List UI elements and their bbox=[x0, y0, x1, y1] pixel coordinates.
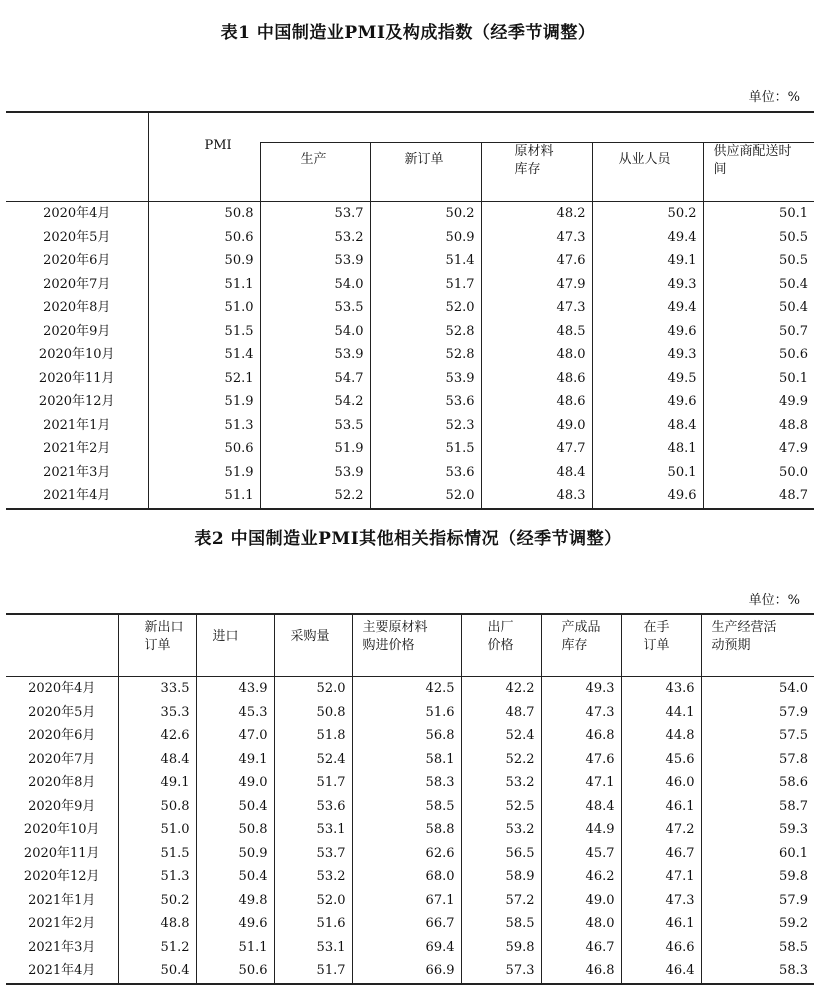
table2-cell: 46.4 bbox=[621, 959, 701, 984]
table2-cell: 49.1 bbox=[118, 771, 196, 795]
table1-cell: 50.6 bbox=[703, 343, 814, 367]
table1-row-month: 2020年5月 bbox=[43, 229, 111, 245]
table1-cell: 50.1 bbox=[592, 461, 703, 485]
table2-row-month: 2020年9月 bbox=[28, 798, 96, 814]
table2-cell: 58.5 bbox=[701, 936, 814, 960]
table2-header-col: 生产经营活 动预期 bbox=[701, 614, 814, 677]
table2-cell: 50.4 bbox=[118, 959, 196, 984]
table2-cell: 43.9 bbox=[196, 677, 274, 701]
table1-cell: 47.7 bbox=[481, 437, 592, 461]
table2-cell: 46.0 bbox=[621, 771, 701, 795]
table1-cell: 50.1 bbox=[703, 367, 814, 391]
table2-cell: 57.8 bbox=[701, 748, 814, 772]
table1-cell: 47.3 bbox=[481, 296, 592, 320]
table2-cell: 49.0 bbox=[196, 771, 274, 795]
table1-row bbox=[6, 202, 814, 226]
table1-row bbox=[6, 273, 814, 297]
table1-row bbox=[6, 461, 814, 485]
table1-cell: 51.9 bbox=[260, 437, 370, 461]
table1-cell: 53.9 bbox=[260, 461, 370, 485]
table1-cell: 48.5 bbox=[481, 320, 592, 344]
table2-cell: 47.3 bbox=[541, 701, 621, 725]
table2-cell: 47.3 bbox=[621, 889, 701, 913]
table2-cell: 53.6 bbox=[274, 795, 352, 819]
table2-cell: 50.8 bbox=[274, 701, 352, 725]
table2-cell: 49.0 bbox=[541, 889, 621, 913]
table1-unit: 单位：% bbox=[748, 90, 800, 105]
table2-row-month: 2021年2月 bbox=[28, 916, 96, 931]
table2-cell: 50.2 bbox=[118, 889, 196, 913]
table2-row-month: 2020年12月 bbox=[23, 869, 100, 884]
table1-row bbox=[6, 343, 814, 367]
table2-header-col: 出厂 价格 bbox=[461, 614, 541, 677]
table2-cell: 52.0 bbox=[274, 889, 352, 913]
table1-cell: 48.7 bbox=[703, 484, 814, 509]
table1-cell: 52.3 bbox=[370, 414, 481, 438]
table1-cell: 54.7 bbox=[260, 367, 370, 391]
table1-header-col: 原材料 库存 bbox=[481, 143, 592, 202]
table2-cell: 52.5 bbox=[461, 795, 541, 819]
table1-row bbox=[6, 320, 814, 344]
table1-row-month: 2021年2月 bbox=[43, 441, 111, 456]
table1-cell: 53.9 bbox=[370, 367, 481, 391]
table1-cell: 49.0 bbox=[481, 414, 592, 438]
table1-cell: 50.4 bbox=[703, 273, 814, 297]
table2-cell: 45.6 bbox=[621, 748, 701, 772]
table1-cell: 50.1 bbox=[703, 202, 814, 226]
table1-cell: 50.9 bbox=[370, 226, 481, 250]
table2-cell: 53.2 bbox=[461, 818, 541, 842]
table2-cell: 42.5 bbox=[352, 677, 461, 701]
table1-cell: 52.2 bbox=[260, 484, 370, 509]
table1-header-col: 从业人员 bbox=[592, 143, 703, 202]
table2-cell: 35.3 bbox=[118, 701, 196, 725]
table2-cell: 69.4 bbox=[352, 936, 461, 960]
table2-row bbox=[6, 865, 814, 889]
table2-cell: 42.6 bbox=[118, 724, 196, 748]
table1-cell: 51.4 bbox=[148, 343, 260, 367]
table1-header-blank bbox=[6, 112, 148, 202]
table2-cell: 59.8 bbox=[701, 865, 814, 889]
table1-header-col: 新订单 bbox=[370, 143, 481, 202]
table2-cell: 48.4 bbox=[541, 795, 621, 819]
table1-cell: 50.2 bbox=[592, 202, 703, 226]
table2-cell: 57.2 bbox=[461, 889, 541, 913]
table1-row-month: 2020年6月 bbox=[43, 253, 111, 268]
table2-row bbox=[6, 724, 814, 748]
table1 bbox=[6, 111, 814, 510]
table1-cell: 49.4 bbox=[592, 226, 703, 250]
table2-cell: 58.8 bbox=[352, 818, 461, 842]
table2-cell: 46.8 bbox=[541, 724, 621, 748]
table1-cell: 47.6 bbox=[481, 249, 592, 273]
table2-cell: 47.1 bbox=[621, 865, 701, 889]
table1-cell: 51.1 bbox=[148, 484, 260, 509]
table2-header-col: 进口 bbox=[196, 614, 274, 677]
table2-cell: 68.0 bbox=[352, 865, 461, 889]
table2-row-month: 2020年5月 bbox=[28, 704, 96, 720]
table1-cell: 48.0 bbox=[481, 343, 592, 367]
table2-cell: 52.4 bbox=[461, 724, 541, 748]
table2-cell: 51.6 bbox=[274, 912, 352, 936]
table2-cell: 53.1 bbox=[274, 818, 352, 842]
table2-cell: 51.6 bbox=[352, 701, 461, 725]
table1-row-month: 2021年4月 bbox=[43, 488, 111, 503]
table2-cell: 58.3 bbox=[352, 771, 461, 795]
table2-cell: 66.7 bbox=[352, 912, 461, 936]
table2-row-month: 2020年8月 bbox=[28, 775, 96, 790]
table1-cell: 50.7 bbox=[703, 320, 814, 344]
table2-cell: 67.1 bbox=[352, 889, 461, 913]
table2-cell: 50.4 bbox=[196, 865, 274, 889]
table2-row-month: 2020年4月 bbox=[28, 681, 96, 696]
table1-cell: 49.6 bbox=[592, 390, 703, 414]
table1-cell: 53.7 bbox=[260, 202, 370, 226]
table1-row-month: 2021年3月 bbox=[43, 464, 111, 480]
table1-header-pmi: PMI bbox=[148, 112, 260, 202]
table2-cell: 58.1 bbox=[352, 748, 461, 772]
table2-cell: 51.3 bbox=[118, 865, 196, 889]
table1-cell: 50.4 bbox=[703, 296, 814, 320]
table2-unit: 单位：% bbox=[748, 593, 800, 608]
table1-cell: 50.5 bbox=[703, 249, 814, 273]
table2-row bbox=[6, 842, 814, 866]
table2-cell: 57.9 bbox=[701, 889, 814, 913]
table1-row-month: 2020年7月 bbox=[43, 276, 111, 292]
table2-cell: 49.1 bbox=[196, 748, 274, 772]
table1-cell: 48.1 bbox=[592, 437, 703, 461]
table2-cell: 42.2 bbox=[461, 677, 541, 701]
table2-row bbox=[6, 748, 814, 772]
table2-cell: 50.8 bbox=[196, 818, 274, 842]
table2-cell: 58.5 bbox=[352, 795, 461, 819]
table2-cell: 48.0 bbox=[541, 912, 621, 936]
table2-header-col: 新出口 订单 bbox=[118, 614, 196, 677]
table2-cell: 51.2 bbox=[118, 936, 196, 960]
table1-cell: 50.6 bbox=[148, 226, 260, 250]
table2-row-month: 2021年1月 bbox=[28, 892, 96, 908]
table2-row bbox=[6, 959, 814, 984]
table1-row bbox=[6, 390, 814, 414]
table2-cell: 47.1 bbox=[541, 771, 621, 795]
table2-row bbox=[6, 795, 814, 819]
table1-cell: 53.2 bbox=[260, 226, 370, 250]
table1-row-month: 2020年8月 bbox=[43, 300, 111, 315]
table1-cell: 51.0 bbox=[148, 296, 260, 320]
table1-cell: 51.7 bbox=[370, 273, 481, 297]
table2-cell: 57.5 bbox=[701, 724, 814, 748]
table1-cell: 50.0 bbox=[703, 461, 814, 485]
table1-row bbox=[6, 226, 814, 250]
table2-cell: 48.4 bbox=[118, 748, 196, 772]
table2-row bbox=[6, 818, 814, 842]
table2-cell: 46.1 bbox=[621, 795, 701, 819]
table2-cell: 51.5 bbox=[118, 842, 196, 866]
table2-cell: 49.8 bbox=[196, 889, 274, 913]
table1-header-spacer bbox=[260, 112, 814, 143]
table2-cell: 50.4 bbox=[196, 795, 274, 819]
table2-cell: 50.8 bbox=[118, 795, 196, 819]
table1-cell: 48.2 bbox=[481, 202, 592, 226]
table1-cell: 50.9 bbox=[148, 249, 260, 273]
table2-cell: 33.5 bbox=[118, 677, 196, 701]
table2-row bbox=[6, 771, 814, 795]
table1-header-col: 生产 bbox=[260, 143, 370, 202]
table2-cell: 46.6 bbox=[621, 936, 701, 960]
table2-cell: 53.1 bbox=[274, 936, 352, 960]
table1-title: 表1 中国制造业PMI及构成指数（经季节调整） bbox=[220, 23, 596, 43]
table2-row-month: 2020年6月 bbox=[28, 728, 96, 743]
table2-row-month: 2020年11月 bbox=[23, 845, 100, 861]
table1-cell: 48.4 bbox=[592, 414, 703, 438]
table1-cell: 48.6 bbox=[481, 390, 592, 414]
table1-cell: 47.9 bbox=[703, 437, 814, 461]
table2-cell: 56.5 bbox=[461, 842, 541, 866]
table2-cell: 57.9 bbox=[701, 701, 814, 725]
table1-cell: 49.4 bbox=[592, 296, 703, 320]
table2-cell: 46.8 bbox=[541, 959, 621, 984]
table1-header-col: 供应商配送时 间 bbox=[703, 143, 814, 202]
table2-cell: 59.3 bbox=[701, 818, 814, 842]
table2-row bbox=[6, 701, 814, 725]
table1-cell: 51.5 bbox=[148, 320, 260, 344]
table1-cell: 50.8 bbox=[148, 202, 260, 226]
table1-row-month: 2021年1月 bbox=[43, 417, 111, 433]
table2-cell: 50.9 bbox=[196, 842, 274, 866]
table2-cell: 45.3 bbox=[196, 701, 274, 725]
table1-cell: 48.4 bbox=[481, 461, 592, 485]
table1-cell: 54.0 bbox=[260, 273, 370, 297]
table2-cell: 44.1 bbox=[621, 701, 701, 725]
table1-row-month: 2020年12月 bbox=[38, 394, 115, 409]
table2-header-col: 主要原材料 购进价格 bbox=[352, 614, 461, 677]
table2-cell: 58.7 bbox=[701, 795, 814, 819]
table2-cell: 46.7 bbox=[621, 842, 701, 866]
table1-cell: 51.5 bbox=[370, 437, 481, 461]
table1-cell: 52.8 bbox=[370, 343, 481, 367]
table1-cell: 52.1 bbox=[148, 367, 260, 391]
table2-header-row bbox=[6, 614, 814, 677]
table2-cell: 47.2 bbox=[621, 818, 701, 842]
table2-cell: 59.8 bbox=[461, 936, 541, 960]
table2-cell: 58.9 bbox=[461, 865, 541, 889]
table2-cell: 57.3 bbox=[461, 959, 541, 984]
table2-row bbox=[6, 677, 814, 701]
table2-row-month: 2021年3月 bbox=[28, 939, 96, 955]
table1-cell: 53.6 bbox=[370, 390, 481, 414]
table2-cell: 45.7 bbox=[541, 842, 621, 866]
table1-cell: 49.6 bbox=[592, 484, 703, 509]
table2-row-month: 2020年10月 bbox=[23, 822, 100, 837]
table1-cell: 52.0 bbox=[370, 484, 481, 509]
table2-row bbox=[6, 936, 814, 960]
table1-cell: 53.6 bbox=[370, 461, 481, 485]
table2-cell: 51.7 bbox=[274, 771, 352, 795]
table1-cell: 52.0 bbox=[370, 296, 481, 320]
table2-cell: 58.3 bbox=[701, 959, 814, 984]
table2-cell: 54.0 bbox=[701, 677, 814, 701]
table2-cell: 44.8 bbox=[621, 724, 701, 748]
table2-cell: 48.7 bbox=[461, 701, 541, 725]
table2-cell: 46.1 bbox=[621, 912, 701, 936]
table1-cell: 53.9 bbox=[260, 249, 370, 273]
table2-cell: 43.6 bbox=[621, 677, 701, 701]
table2-row bbox=[6, 912, 814, 936]
table1-row bbox=[6, 367, 814, 391]
table2-cell: 58.5 bbox=[461, 912, 541, 936]
table2-row bbox=[6, 889, 814, 913]
table2-cell: 59.2 bbox=[701, 912, 814, 936]
table2-cell: 62.6 bbox=[352, 842, 461, 866]
table1-cell: 50.6 bbox=[148, 437, 260, 461]
table1-cell: 50.2 bbox=[370, 202, 481, 226]
table2-cell: 52.0 bbox=[274, 677, 352, 701]
table1-cell: 49.3 bbox=[592, 343, 703, 367]
table1-row bbox=[6, 437, 814, 461]
table1-cell: 49.9 bbox=[703, 390, 814, 414]
table1-row-month: 2020年4月 bbox=[43, 206, 111, 221]
table1-cell: 51.9 bbox=[148, 461, 260, 485]
table1-cell: 49.3 bbox=[592, 273, 703, 297]
table1-cell: 47.9 bbox=[481, 273, 592, 297]
table1-cell: 47.3 bbox=[481, 226, 592, 250]
table1-cell: 49.5 bbox=[592, 367, 703, 391]
table1-cell: 48.8 bbox=[703, 414, 814, 438]
table1-row bbox=[6, 484, 814, 509]
table1-cell: 48.3 bbox=[481, 484, 592, 509]
table2-cell: 49.6 bbox=[196, 912, 274, 936]
table2-title: 表2 中国制造业PMI其他相关指标情况（经季节调整） bbox=[194, 529, 622, 549]
table2-cell: 53.7 bbox=[274, 842, 352, 866]
table1-cell: 51.3 bbox=[148, 414, 260, 438]
table1-cell: 53.5 bbox=[260, 296, 370, 320]
table1-cell: 50.5 bbox=[703, 226, 814, 250]
table1-cell: 54.2 bbox=[260, 390, 370, 414]
table2-cell: 51.0 bbox=[118, 818, 196, 842]
table2-header-col: 产成品 库存 bbox=[541, 614, 621, 677]
table2-cell: 51.8 bbox=[274, 724, 352, 748]
table2-cell: 51.1 bbox=[196, 936, 274, 960]
table2-cell: 46.2 bbox=[541, 865, 621, 889]
table2-cell: 48.8 bbox=[118, 912, 196, 936]
table1-row-month: 2020年9月 bbox=[43, 323, 111, 339]
table2-header-col: 采购量 bbox=[274, 614, 352, 677]
table2-row-month: 2020年7月 bbox=[28, 751, 96, 767]
table2-cell: 51.7 bbox=[274, 959, 352, 984]
table2-cell: 50.6 bbox=[196, 959, 274, 984]
table2-cell: 49.3 bbox=[541, 677, 621, 701]
table2-cell: 53.2 bbox=[461, 771, 541, 795]
table2-cell: 44.9 bbox=[541, 818, 621, 842]
table1-cell: 54.0 bbox=[260, 320, 370, 344]
table2-cell: 46.7 bbox=[541, 936, 621, 960]
table1-row bbox=[6, 249, 814, 273]
table2-cell: 47.6 bbox=[541, 748, 621, 772]
table1-cell: 51.1 bbox=[148, 273, 260, 297]
table2-cell: 47.0 bbox=[196, 724, 274, 748]
table1-cell: 51.9 bbox=[148, 390, 260, 414]
table2-row-month: 2021年4月 bbox=[28, 963, 96, 978]
table2-cell: 58.6 bbox=[701, 771, 814, 795]
table2-cell: 56.8 bbox=[352, 724, 461, 748]
table2-cell: 52.4 bbox=[274, 748, 352, 772]
table1-cell: 53.9 bbox=[260, 343, 370, 367]
table1-cell: 49.6 bbox=[592, 320, 703, 344]
table1-row bbox=[6, 296, 814, 320]
table1-cell: 51.4 bbox=[370, 249, 481, 273]
table2-cell: 66.9 bbox=[352, 959, 461, 984]
table1-row-month: 2020年11月 bbox=[38, 370, 115, 386]
table1-cell: 48.6 bbox=[481, 367, 592, 391]
table2 bbox=[6, 613, 814, 985]
table1-row bbox=[6, 414, 814, 438]
table1-cell: 53.5 bbox=[260, 414, 370, 438]
table1-cell: 52.8 bbox=[370, 320, 481, 344]
table2-header-blank bbox=[6, 614, 118, 677]
table2-cell: 53.2 bbox=[274, 865, 352, 889]
table2-header-col: 在手 订单 bbox=[621, 614, 701, 677]
table2-cell: 52.2 bbox=[461, 748, 541, 772]
table1-cell: 49.1 bbox=[592, 249, 703, 273]
table1-row-month: 2020年10月 bbox=[38, 347, 115, 362]
table2-cell: 60.1 bbox=[701, 842, 814, 866]
